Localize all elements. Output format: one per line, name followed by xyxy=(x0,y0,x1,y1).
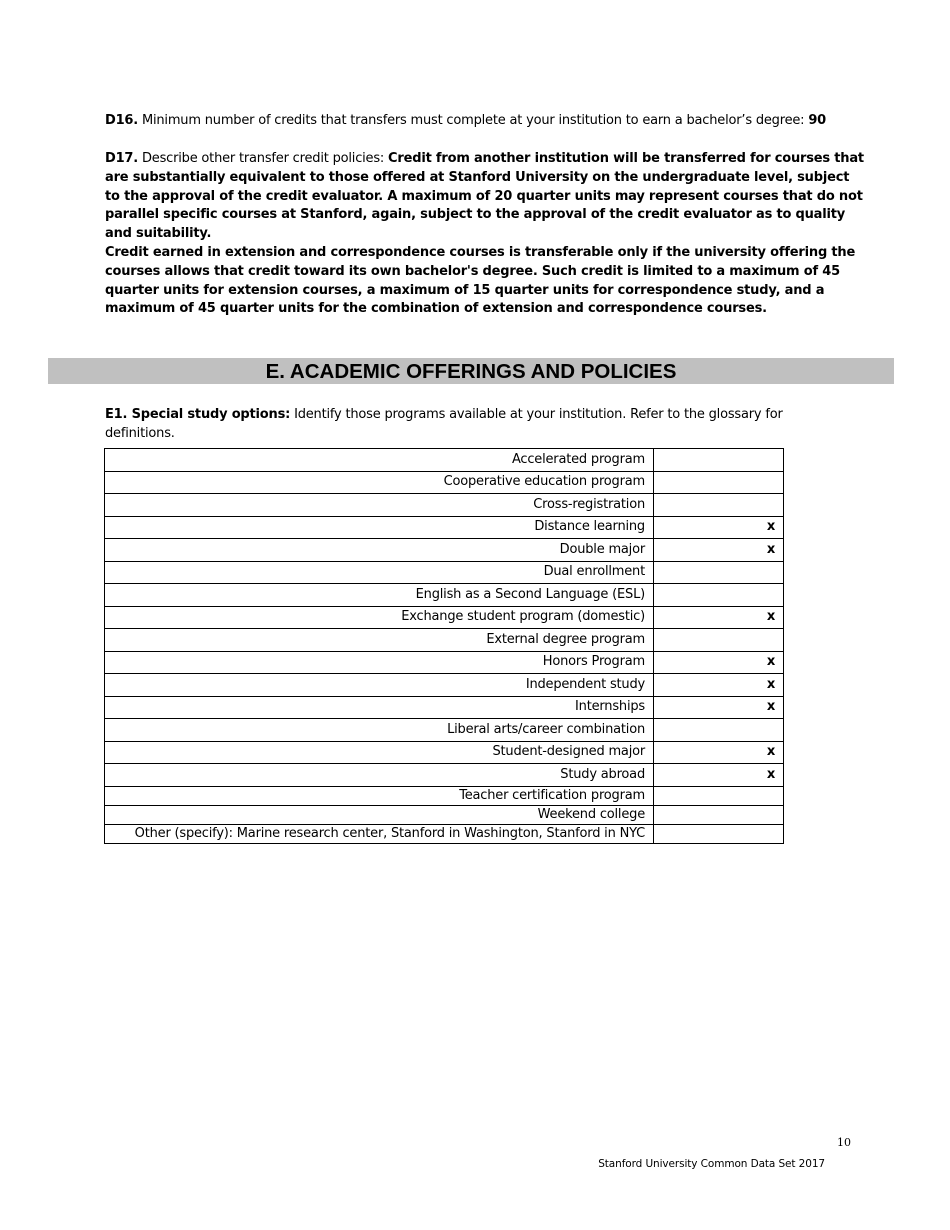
table-row xyxy=(105,719,784,742)
program-name: Independent study xyxy=(105,674,654,697)
table-row xyxy=(105,824,784,843)
program-offered-mark xyxy=(654,719,784,742)
program-offered-mark xyxy=(654,629,784,652)
d16-question xyxy=(105,112,865,131)
program-name: Teacher certification program xyxy=(105,786,654,805)
d16-label: D16. xyxy=(105,113,139,128)
table-row xyxy=(105,674,784,697)
program-name: Exchange student program (domestic) xyxy=(105,606,654,629)
program-offered-mark xyxy=(654,786,784,805)
program-offered-mark xyxy=(654,584,784,607)
footer-source: Stanford University Common Data Set 2017 xyxy=(598,1158,825,1170)
table-row xyxy=(105,516,784,539)
program-offered-mark: x xyxy=(654,696,784,719)
d16-value: 90 xyxy=(808,113,827,128)
table-row xyxy=(105,561,784,584)
program-offered-mark: x xyxy=(654,674,784,697)
e1-question xyxy=(105,406,785,444)
program-offered-mark: x xyxy=(654,764,784,787)
program-name: Student-designed major xyxy=(105,741,654,764)
program-name: Liberal arts/career combination xyxy=(105,719,654,742)
table-row xyxy=(105,805,784,824)
program-offered-mark xyxy=(654,805,784,824)
table-row xyxy=(105,764,784,787)
program-offered-mark: x xyxy=(654,651,784,674)
program-name: Double major xyxy=(105,539,654,562)
program-offered-mark: x xyxy=(654,516,784,539)
d17-answer-continued xyxy=(105,244,865,319)
program-name: External degree program xyxy=(105,629,654,652)
d17-answer: Credit from another institution will be transferred for courses that are substantially equivalent to those offered at Stanford University on the undergraduate level, subject to the approval of the credit evaluator. A maximum of 20 quarter units may represent courses that do not parallel specific courses at Stanford, again, subject to the approval of the credit evaluator as to quality and suitability. xyxy=(105,151,864,242)
program-offered-mark xyxy=(654,824,784,843)
program-name: Weekend college xyxy=(105,805,654,824)
program-name: English as a Second Language (ESL) xyxy=(105,584,654,607)
d17-answer2: Credit earned in extension and correspondence courses is transferable only if the university offering the courses allows that credit toward its own bachelor's degree. Such credit is limited to a maximum of 45 quarter units for extension courses, a maximum of 15 quarter units for correspondence study, and a maximum of 45 quarter units for the combination of extension and correspondence courses. xyxy=(105,245,856,317)
table-row xyxy=(105,494,784,517)
program-name: Dual enrollment xyxy=(105,561,654,584)
program-name: Honors Program xyxy=(105,651,654,674)
program-name: Internships xyxy=(105,696,654,719)
table-row xyxy=(105,786,784,805)
special-study-options-table xyxy=(104,448,784,844)
table-row xyxy=(105,651,784,674)
program-offered-mark xyxy=(654,471,784,494)
e1-label: E1. Special study options: xyxy=(105,407,291,422)
section-heading: E. ACADEMIC OFFERINGS AND POLICIES xyxy=(48,358,894,384)
table-row xyxy=(105,471,784,494)
table-row xyxy=(105,741,784,764)
program-name: Cooperative education program xyxy=(105,471,654,494)
program-offered-mark xyxy=(654,449,784,472)
e1-text: Identify those programs available at your institution. Refer to the glossary for definitions. xyxy=(105,407,783,441)
table-row xyxy=(105,696,784,719)
d17-question xyxy=(105,150,865,244)
d17-prompt: Describe other transfer credit policies: xyxy=(138,151,389,166)
page-number: 10 xyxy=(837,1136,851,1149)
program-offered-mark: x xyxy=(654,741,784,764)
program-offered-mark: x xyxy=(654,606,784,629)
table-row xyxy=(105,449,784,472)
table-row xyxy=(105,606,784,629)
program-offered-mark xyxy=(654,494,784,517)
table-row xyxy=(105,539,784,562)
d16-text: Minimum number of credits that transfers must complete at your institution to earn a bachelor’s degree: xyxy=(138,113,809,128)
program-name: Accelerated program xyxy=(105,449,654,472)
program-name: Cross-registration xyxy=(105,494,654,517)
program-name: Distance learning xyxy=(105,516,654,539)
d17-label: D17. xyxy=(105,151,139,166)
table-row xyxy=(105,584,784,607)
program-name: Other (specify): Marine research center, Stanford in Washington, Stanford in NYC xyxy=(105,824,654,843)
table-row xyxy=(105,629,784,652)
program-offered-mark xyxy=(654,561,784,584)
program-offered-mark: x xyxy=(654,539,784,562)
program-name: Study abroad xyxy=(105,764,654,787)
